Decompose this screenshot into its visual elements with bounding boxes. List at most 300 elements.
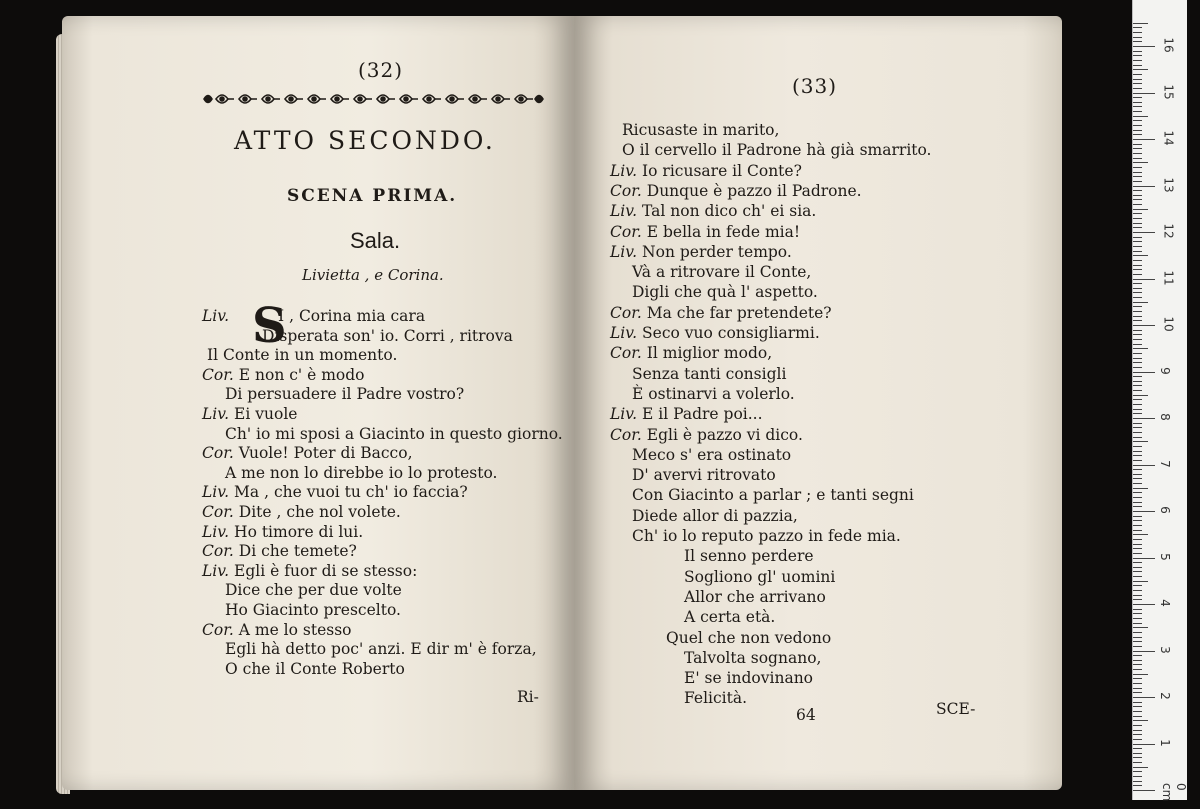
line-text: Ei vuole — [234, 405, 298, 423]
ruler-tick — [1133, 83, 1142, 84]
text-line — [225, 463, 497, 483]
text-line — [202, 502, 401, 522]
line-text: Meco s' era ostinato — [632, 445, 792, 464]
ruler-tick — [1133, 469, 1142, 470]
ruler-tick — [1133, 544, 1142, 545]
ruler-label: 4 — [1157, 599, 1172, 607]
ruler-tick — [1133, 418, 1155, 419]
ruler-label: 10 — [1161, 316, 1176, 332]
text-line — [202, 541, 357, 561]
line-text: Seco vuo consigliarmi. — [642, 324, 820, 342]
ruler-tick — [1133, 558, 1155, 559]
ruler-tick — [1133, 534, 1148, 535]
ruler-tick — [1133, 688, 1142, 689]
line-text: Diede allor di pazzia, — [632, 506, 798, 525]
ruler-tick — [1133, 288, 1142, 289]
ruler-tick — [1133, 292, 1142, 293]
text-line — [225, 600, 401, 620]
text-line — [610, 222, 800, 242]
ruler-tick — [1133, 702, 1142, 703]
line-text: Io ricusare il Conte? — [642, 161, 802, 180]
measuring-ruler — [1132, 0, 1187, 800]
speaker-label: Liv. — [202, 522, 230, 541]
ruler-tick — [1133, 623, 1142, 624]
ruler-tick — [1133, 27, 1142, 28]
speaker-label: Liv. — [610, 202, 638, 221]
ruler-tick — [1133, 232, 1155, 233]
ruler-tick — [1133, 37, 1142, 38]
ruler-tick — [1133, 785, 1142, 786]
line-text: A me lo stesso — [238, 620, 352, 639]
ruler-tick — [1133, 678, 1142, 679]
ruler-tick — [1133, 176, 1142, 177]
speaker-label: Liv. — [610, 161, 638, 180]
text-line — [202, 620, 352, 640]
line-text: Allor che arrivano — [684, 587, 826, 606]
ruler-tick — [1133, 320, 1142, 321]
ruler-label: 1 — [1157, 738, 1172, 747]
ruler-tick — [1133, 576, 1142, 577]
line-text: E non c' è modo — [238, 365, 365, 384]
text-line — [632, 526, 901, 546]
ruler-tick — [1133, 409, 1142, 410]
ruler-tick — [1133, 562, 1142, 563]
ruler-tick — [1133, 60, 1142, 61]
text-line — [610, 343, 772, 363]
drop-cap: S — [252, 298, 287, 354]
ruler-tick — [1133, 525, 1142, 526]
ruler-tick — [1133, 65, 1142, 66]
ruler-tick — [1133, 283, 1142, 284]
ruler-tick — [1133, 246, 1142, 247]
ruler-tick — [1133, 381, 1142, 382]
ruler-tick — [1133, 55, 1142, 56]
text-line — [632, 506, 798, 526]
ruler-label: 14 — [1161, 130, 1176, 146]
ruler-tick — [1133, 604, 1155, 605]
ruler-tick — [1133, 413, 1142, 414]
line-text: Vuole! Poter di Bacco, — [238, 444, 413, 463]
scene-place: Sala. — [350, 228, 401, 253]
ruler-tick — [1133, 571, 1142, 572]
ruler-label: 2 — [1157, 692, 1172, 700]
ruler-tick — [1133, 655, 1142, 656]
ruler-tick — [1133, 465, 1155, 466]
ruler-label: 15 — [1161, 83, 1176, 100]
text-line — [202, 306, 425, 326]
ruler-tick — [1133, 423, 1142, 424]
ruler-tick — [1133, 683, 1142, 684]
ruler-tick — [1133, 251, 1142, 252]
right-page — [574, 16, 1062, 790]
ruler-tick — [1133, 339, 1142, 340]
text-line — [666, 628, 831, 648]
text-line — [632, 282, 818, 302]
ruler-tick — [1133, 353, 1142, 354]
line-text: E il Padre poi... — [642, 405, 763, 424]
ruler-tick — [1133, 664, 1142, 665]
line-text: Sogliono gl' uomini — [684, 567, 836, 586]
ruler-tick — [1133, 432, 1142, 433]
line-text: Quel che non vedono — [666, 628, 832, 647]
ruler-tick — [1133, 181, 1142, 182]
ruler-tick — [1133, 609, 1142, 610]
line-text: Tal non dico ch' ei sia. — [642, 202, 817, 221]
line-text: Il senno perdere — [684, 547, 814, 566]
act-title: ATTO SECONDO. — [234, 126, 496, 155]
line-text: A certa età. — [684, 608, 776, 627]
ruler-tick — [1133, 195, 1142, 196]
ruler-label: 9 — [1157, 366, 1172, 375]
text-line — [610, 181, 862, 201]
text-line — [632, 364, 786, 384]
ruler-tick — [1133, 158, 1142, 159]
ruler-tick — [1133, 116, 1148, 117]
ruler-tick — [1133, 674, 1148, 675]
line-text: Il miglior modo, — [646, 344, 773, 363]
ruler-tick — [1133, 265, 1142, 266]
ruler-tick — [1133, 716, 1142, 717]
catchword-right: SCE- — [936, 700, 976, 718]
speaker-label: Liv. — [202, 307, 230, 325]
ruler-tick — [1133, 618, 1142, 619]
text-line — [225, 659, 405, 679]
ruler-tick — [1133, 172, 1142, 173]
ruler-tick — [1133, 302, 1148, 303]
speaker-label: Cor. — [202, 444, 234, 463]
ruler-tick — [1133, 581, 1148, 582]
ruler-tick — [1133, 585, 1142, 586]
text-line — [684, 688, 747, 708]
ruler-tick — [1133, 599, 1142, 600]
line-text: Ho timore di lui. — [234, 522, 364, 541]
left-page — [62, 16, 574, 790]
ruler-tick — [1133, 781, 1142, 782]
text-line — [262, 326, 513, 346]
ruler-tick — [1133, 730, 1142, 731]
ruler-tick — [1133, 190, 1142, 191]
ruler-tick — [1133, 125, 1142, 126]
speaker-label: Liv. — [610, 405, 638, 424]
ruler-label: 5 — [1157, 552, 1172, 561]
ruler-tick — [1133, 334, 1142, 335]
ruler-tick — [1133, 279, 1155, 280]
ruler-tick — [1133, 130, 1142, 131]
ruler-tick — [1133, 269, 1142, 270]
ruler-tick — [1133, 139, 1155, 140]
text-line — [610, 425, 803, 445]
speaker-label: Cor. — [610, 425, 642, 444]
text-line — [202, 404, 297, 424]
text-line — [610, 303, 832, 323]
speaker-label: Cor. — [202, 365, 234, 384]
ruler-tick — [1133, 153, 1142, 154]
ruler-tick — [1133, 506, 1142, 507]
ruler-tick — [1133, 330, 1142, 331]
ruler-tick — [1133, 483, 1142, 484]
ruler-tick — [1133, 497, 1142, 498]
ruler-label: 6 — [1157, 506, 1172, 514]
ruler-tick — [1133, 446, 1142, 447]
ruler-tick — [1133, 637, 1142, 638]
line-text: Egli hà detto poc' anzi. E dir m' è forza, — [225, 640, 537, 659]
text-line — [225, 384, 464, 404]
speaker-label: Cor. — [202, 620, 234, 639]
text-line — [202, 561, 417, 581]
text-line — [622, 140, 932, 160]
line-text: Di che temete? — [238, 542, 357, 561]
ruler-tick — [1133, 725, 1142, 726]
line-text: D' avervi ritrovato — [632, 466, 776, 485]
ruler-tick — [1133, 502, 1142, 503]
text-line — [684, 567, 835, 587]
ruler-tick — [1133, 739, 1142, 740]
ruler-tick — [1133, 223, 1142, 224]
text-line — [202, 365, 364, 385]
line-text: Senza tanti consigli — [632, 364, 787, 383]
ruler-tick — [1133, 348, 1148, 349]
ruler-tick — [1133, 106, 1142, 107]
speaker-label: Liv. — [202, 405, 230, 423]
line-text: Egli è fuor di se stesso: — [234, 561, 418, 580]
text-line — [225, 424, 563, 444]
text-line — [684, 546, 814, 566]
ruler-tick — [1133, 204, 1142, 205]
scene-persons: Livietta , e Corina. — [302, 266, 444, 284]
line-text: È ostinarvi a volerlo. — [632, 384, 795, 403]
ruler-tick — [1133, 706, 1142, 707]
line-text: Dice che per due volte — [225, 581, 402, 600]
ruler-tick — [1133, 260, 1142, 261]
ruler-tick — [1133, 41, 1142, 42]
text-line — [207, 345, 397, 365]
line-text: Disperata son' io. Corri , ritrova — [262, 326, 513, 345]
ruler-tick — [1133, 441, 1148, 442]
ruler-tick — [1133, 757, 1142, 758]
ruler-tick — [1133, 325, 1155, 326]
ruler-label: 3 — [1157, 645, 1172, 654]
line-text: Ch' io lo reputo pazzo in fede mia. — [632, 527, 901, 545]
ruler-tick — [1133, 186, 1155, 187]
ruler-tick — [1133, 734, 1142, 735]
text-line — [610, 161, 802, 181]
text-line — [632, 485, 914, 505]
ruler-tick — [1133, 209, 1148, 210]
speaker-label: Liv. — [202, 561, 230, 580]
ruler-label: 0 cm — [1160, 783, 1188, 802]
ruler-tick — [1133, 520, 1142, 521]
speaker-label: Cor. — [610, 344, 642, 363]
ruler-tick — [1133, 51, 1142, 52]
line-text: Egli è pazzo vi dico. — [646, 425, 803, 444]
ruler-tick — [1133, 344, 1142, 345]
text-line — [684, 648, 821, 668]
text-line — [684, 607, 775, 627]
text-line — [202, 443, 413, 463]
ruler-tick — [1133, 144, 1142, 145]
ruler-tick — [1133, 641, 1142, 642]
line-text: O il cervello il Padrone hà già smarrito. — [622, 141, 932, 160]
ruler-tick — [1133, 274, 1142, 275]
line-text: Ch' io mi sposi a Giacinto in questo giorno. — [225, 424, 563, 443]
ruler-tick — [1133, 595, 1142, 596]
ruler-tick — [1133, 427, 1142, 428]
text-line — [610, 404, 763, 424]
speaker-label: Cor. — [610, 181, 642, 200]
ruler-tick — [1133, 306, 1142, 307]
ruler-tick — [1133, 297, 1142, 298]
ruler-tick — [1133, 767, 1148, 768]
ruler-tick — [1133, 218, 1142, 219]
ruler-tick — [1133, 492, 1142, 493]
ruler-tick — [1133, 213, 1142, 214]
ruler-tick — [1133, 46, 1155, 47]
ruler-tick — [1133, 720, 1148, 721]
line-text: O che il Conte Roberto — [225, 659, 405, 678]
ruler-tick — [1133, 627, 1148, 628]
speaker-label: Cor. — [202, 542, 234, 561]
ruler-tick — [1133, 111, 1142, 112]
ruler-tick — [1133, 632, 1142, 633]
ruler-tick — [1133, 711, 1142, 712]
ruler-tick — [1133, 23, 1148, 24]
line-text: E bella in fede mia! — [646, 222, 801, 241]
ruler-tick — [1133, 762, 1142, 763]
text-line — [225, 639, 537, 659]
line-text: Felicità. — [684, 689, 748, 708]
line-text: Non perder tempo. — [642, 242, 792, 261]
ruler-tick — [1133, 255, 1148, 256]
ruler-tick — [1133, 790, 1155, 791]
scene-title: SCENA PRIMA. — [287, 186, 458, 206]
ruler-tick — [1133, 613, 1142, 614]
ruler-tick — [1133, 474, 1142, 475]
ruler-label: 16 — [1161, 37, 1176, 53]
line-text: I , Corina mia cara — [278, 307, 426, 325]
ruler-tick — [1133, 199, 1142, 200]
signature-mark: 64 — [796, 706, 816, 724]
ruler-tick — [1133, 478, 1142, 479]
ruler-tick — [1133, 237, 1142, 238]
ruler-label: 13 — [1161, 176, 1176, 193]
ruler-tick — [1133, 148, 1142, 149]
ruler-tick — [1133, 437, 1142, 438]
ruler-tick — [1133, 651, 1155, 652]
ruler-tick — [1133, 771, 1142, 772]
ruler-tick — [1133, 376, 1142, 377]
ruler-label: 8 — [1157, 413, 1172, 421]
line-text: Dunque è pazzo il Padrone. — [646, 181, 862, 200]
ruler-tick — [1133, 93, 1155, 94]
line-text: Di persuadere il Padre vostro? — [225, 385, 465, 404]
line-text: Ma che far pretendete? — [646, 303, 832, 322]
ruler-tick — [1133, 451, 1142, 452]
ruler-tick — [1133, 590, 1142, 591]
ruler-tick — [1133, 488, 1148, 489]
ruler-tick — [1133, 227, 1142, 228]
speaker-label: Cor. — [610, 303, 642, 322]
ruler-tick — [1133, 395, 1148, 396]
ruler-label: 12 — [1161, 223, 1176, 239]
ruler-tick — [1133, 97, 1142, 98]
text-line — [684, 587, 826, 607]
text-line — [610, 242, 792, 262]
ruler-tick — [1133, 241, 1142, 242]
ruler-tick — [1133, 748, 1142, 749]
line-text: Con Giacinto a parlar ; e tanti segni — [632, 486, 914, 505]
ruler-tick — [1133, 372, 1155, 373]
line-text: Ma , che vuoi tu ch' io faccia? — [234, 483, 468, 502]
ruler-tick — [1133, 385, 1142, 386]
ruler-tick — [1133, 316, 1142, 317]
ruler-tick — [1133, 367, 1142, 368]
speaker-label: Liv. — [610, 242, 638, 261]
ruler-tick — [1133, 311, 1142, 312]
ruler-tick — [1133, 744, 1155, 745]
text-line — [632, 465, 776, 485]
speaker-label: Liv. — [610, 324, 638, 342]
ruler-tick — [1133, 102, 1142, 103]
ruler-tick — [1133, 669, 1142, 670]
ruler-tick — [1133, 362, 1142, 363]
page-number-left: (32) — [358, 58, 404, 82]
ruler-tick — [1133, 553, 1142, 554]
text-line — [225, 580, 402, 600]
ruler-tick — [1133, 511, 1155, 512]
line-text: Ho Giacinto prescelto. — [225, 601, 401, 619]
ruler-tick — [1133, 692, 1142, 693]
ruler-tick — [1133, 32, 1142, 33]
speaker-label: Cor. — [610, 222, 642, 241]
ruler-tick — [1133, 548, 1142, 549]
ruler-tick — [1133, 134, 1142, 135]
ruler-tick — [1133, 74, 1142, 75]
ruler-tick — [1133, 660, 1142, 661]
line-text: A me non lo direbbe io lo protesto. — [225, 463, 498, 482]
ornament-border-icon — [202, 88, 547, 110]
ruler-tick — [1133, 69, 1148, 70]
ruler-tick — [1133, 399, 1142, 400]
ruler-tick — [1133, 753, 1142, 754]
line-text: Và a ritrovare il Conte, — [632, 263, 812, 282]
ruler-tick — [1133, 358, 1142, 359]
ruler-tick — [1133, 776, 1142, 777]
ruler-tick — [1133, 516, 1142, 517]
ruler-tick — [1133, 455, 1142, 456]
ruler-tick — [1133, 539, 1142, 540]
ruler-label: 11 — [1161, 269, 1176, 286]
ruler-tick — [1133, 567, 1142, 568]
ruler-tick — [1133, 88, 1142, 89]
line-text: Il Conte in un momento. — [207, 346, 398, 365]
text-line — [202, 522, 363, 542]
line-text: E' se indovinano — [684, 669, 814, 688]
line-text: Talvolta sognano, — [684, 648, 822, 667]
ruler-tick — [1133, 404, 1142, 405]
text-line — [202, 482, 468, 502]
ruler-tick — [1133, 120, 1142, 121]
speaker-label: Cor. — [202, 503, 234, 521]
ruler-tick — [1133, 390, 1142, 391]
ruler-tick — [1133, 167, 1142, 168]
ruler-tick — [1133, 79, 1142, 80]
line-text: Dite , che nol volete. — [238, 503, 401, 521]
text-line — [610, 323, 820, 343]
ruler-tick — [1133, 697, 1155, 698]
text-line — [632, 445, 791, 465]
ruler-tick — [1133, 162, 1148, 163]
text-line — [684, 668, 813, 688]
